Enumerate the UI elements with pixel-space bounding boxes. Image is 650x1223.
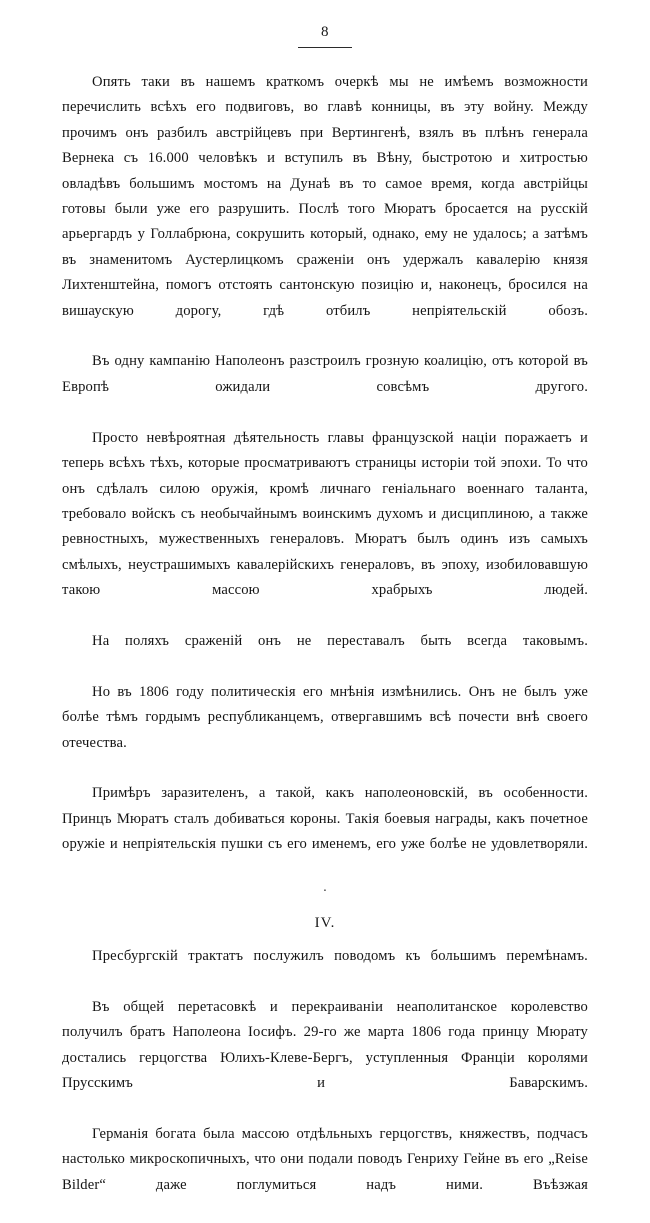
section-heading: IV. [314, 915, 336, 931]
page-number: 8 [321, 24, 329, 40]
paragraph: Въ одну кампанію Наполеонъ разстроилъ грозную коалицію, отъ которой въ Европѣ ожидали совсѣмъ другого. [62, 353, 588, 395]
body-text-bottom [62, 944, 588, 1223]
paragraph-separator-dot: · [322, 884, 328, 899]
paragraph: Примѣръ заразителенъ, а такой, какъ наполеоновскій, въ особенности. Принцъ Мюратъ сталъ добиваться короны. Такія боевыя награды, какъ почетное оружіе и непріятельскія пушки съ его именемъ, его уже болѣе не удовлетворяли. [62, 785, 588, 853]
paragraph: Германія богата была массою отдѣльныхъ герцогствъ, княжествъ, подчасъ настолько микроскопичныхъ, что они подали поводъ Генриху Гейне въ его „Reise Bilder“ даже поглумиться надъ ними. Въѣзжая [62, 1125, 588, 1193]
paragraph: Но въ 1806 году политическія его мнѣнія измѣнились. Онъ не былъ уже болѣе тѣмъ гордымъ республиканцемъ, отвергавшимъ всѣ почести внѣ своего отечества. [62, 683, 588, 751]
paragraph: Опять таки въ нашемъ краткомъ очеркѣ мы не имѣемъ возможности перечислить всѣхъ его подвиговъ, во главѣ конницы, въ эту войну. Между прочимъ онъ разбилъ австрійцевъ при Вертингенѣ, взялъ въ плѣнъ генерала Вернека съ 16.000 человѣкъ и вступилъ въ Вѣну, быстротою и хитростью овладѣвъ большимъ мостомъ на Дунаѣ въ то самое время, когда австрійцы готовы были уже его разрушить. Послѣ того Мюратъ бросается на русскій арьергардъ у Голлабрюна, сокрушить который, однако, ему не удалось; а затѣмъ въ знаменитомъ Аустерлицкомъ сраженіи онъ удержалъ кавалерію князя Лихтенштейна, помогъ отстоять сантонскую позицію и, наконецъ, бросился на вишаускую дорогу, гдѣ отбилъ непріятельскій обозъ. [62, 74, 588, 319]
paragraph: На поляхъ сраженій онъ не переставалъ быть всегда таковымъ. [92, 632, 588, 649]
body-text-top [62, 70, 588, 883]
paragraph: Пресбургскій трактатъ послужилъ поводомъ къ большимъ перемѣнамъ. [92, 948, 588, 964]
paragraph: Въ общей перетасовкѣ и перекраиваніи неаполитанское королевство получилъ братъ Наполеона Іосифъ. 29-го же марта 1806 года принцу Мюрату достались герцогства Юлихъ-Клеве-Бергъ, уступленныя Франціи королями Прусскимъ и Баварскимъ. [62, 998, 588, 1092]
paragraph: Просто невѣроятная дѣятельность главы французской націи поражаетъ и теперь всѣхъ тѣхъ, которые просматриваютъ страницы исторіи той эпохи. То что онъ сдѣлалъ силою оружія, кромѣ личнаго геніальнаго военнаго таланта, требовало войскъ съ необычайнымъ воинскимъ духомъ и дисциплиною, а также ревностныхъ, мужественныхъ генераловъ. Мюратъ былъ одинъ изъ самыхъ смѣлыхъ, неустрашимыхъ кавалерійскихъ генераловъ, въ эпоху, изобиловавшую такою массою храбрыхъ людей. [62, 429, 588, 599]
header-rule [298, 47, 352, 48]
